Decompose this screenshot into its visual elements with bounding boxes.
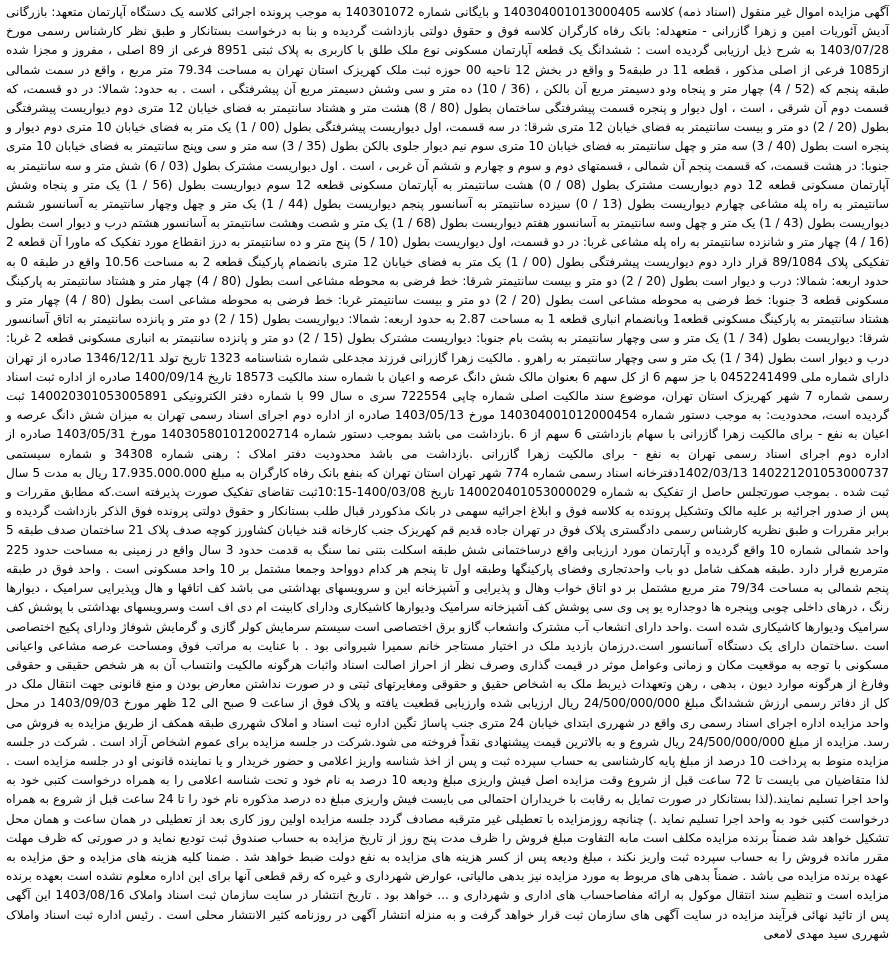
auction-notice-text: آگهی مزایده اموال غیر منقول (اسناد ذمه) کلاسه 140304001013000405 و بایگانی شماره 140301072 به موجب پرونده اجرائی کلاسه یک دستگاه آپارتمان متعهد: بازرگانی آدیش آئوریات امین و زهرا گازرانی - متعهدله: بانک رفاه کارگران کلاسه فوق و حقوق دولتی بازداشت گردیده و بنا به درخواست بستانکار و طبق نظر کارشناس رسمی مورخ 1403/07/28 به شرح ذیل ارزیابی گردیده است : ششدانگ یک قطعه آپارتمان مسکونی نوع ملک طلق با کاربری به پلاک ثبتی 8951 فرعی از 89 اصلی ، مفروز و مجزا شده از1085 فرعی از اصلی مذکور ، قطعه 11 در طبقه5 و واقع در بخش 12 ناحیه 00 حوزه ثبت ملک کهریزک استان تهران به مساحت 79.34 متر مربع ، واقع در سمت شمالی طبقه پنجم که (52 / 4) چهار متر و پنجاه ودو دسیمتر مربع آن بالکن ، (36 / 10) ده متر و سی وشش دسیمتر مربع آن پیشرفتگی ، است . به حدود: شمالا: در دو قسمت، که قسمت دوم آن شرقی ، است ، اول دیوار و پنجره قسمت پیشرفتگی ساختمان بطول (80 / 8) هشت متر و هشتاد سانتیمتر به فضای خیابان 12 متری دوم دیواریست پیشرفتگی بطول (20 / 2) دو متر و بیست سانتیمتر به فضای خیابان 12 متری شرقا: در سه قسمت، اول دیواریست پیشرفتگی بطول (00 / 1) یک متر به فضای خیابان 10 متری دوم دیوار و پنجره است بطول (40 / 3) سه متر و چهل سانتیمتر به فضای خیابان 10 متری سوم نیم دیوار جلوی بالکن بطول (35 / 3) سه متر و سی وپنج سانتیمتر به فضای خیابان 10 متری جنوبا: در هشت قسمت، که قسمت پنجم آن شمالی ، قسمتهای دوم و سوم و چهارم و ششم آن غربی ، است . اول دیواریست مشترک بطول (03 / 6) شش متر و سه سانتیمتر به آپارتمان مسکونی قطعه 12 دوم دیواریست مشترک بطول (08 / 0) هشت سانتیمتر به آپارتمان مسکونی قطعه 12 سوم دیواریست بطول (56 / 1) یک متر و پنجاه وشش سانتیمتر به راه پله مشاعی چهارم دیواریست بطول (13 / 0) سیزده سانتیمتر به آسانسور پنجم دیواریست بطول (44 / 1) یک متر و چهل وچهار سانتیمتر به آسانسور ششم دیواریست بطول (43 / 1) یک متر و چهل وسه سانتیمتر به آسانسور هفتم دیواریست بطول (68 / 1) یک متر و شصت وهشت سانتیمتر به آسانسور هشتم درب و دیوار است بطول (16 / 4) چهار متر و شانزده سانتیمتر به راه پله مشاعی غربا: در دو قسمت، اول دیواریست بطول (10 / 5) پنج متر و ده سانتیمتر به درز انقطاع مورد تفکیک که ماورا آن قطعه 2 تفکیکی پلاک 89/1084 قرار دارد دوم دیواریست پیشرفتگی بطول (00 / 1) یک متر به فضای خیابان 12 متری بانضمام پارکینگ قطعه 2 به مساحت 10.56 واقع در طبقه 0 به حدود اربعه: شمالا: درب و دیوار است بطول (20 / 2) دو متر و بیست سانتیمتر شرقا: خط فرضی به محوطه مشاعی است بطول (80 / 4) چهار متر و هشتاد سانتیمتر به پارکینگ مسکونی قطعه 3 جنوبا: خط فرضی به محوطه مشاعی است بطول (20 / 2) دو متر و بیست سانتیمتر غربا: خط فرضی به محوطه مشاعی است بطول (80 / 4) چهار متر و هشتاد سانتیمتر به پارکینگ مسکونی قطعه1 وبانضمام انباری قطعه 1 به مساحت 2.87 به حدود اربعه: شمالا: دیواریست بطول (15 / 2) دو متر و پانزده سانتیمتر به اتاق آسانسور شرقا: دیواریست بطول (34 / 1) یک متر و سی وچهار سانتیمتر به پشت بام جنوبا: دیواریست مشترک بطول (15 / 2) دو متر و پانزده سانتیمتر به انباری مسکونی قطعه 2 غربا: درب و دیوار است بطول (34 / 1) یک متر و سی وچهار سانتیمتر به راهرو . مالکیت زهرا گازرانی فرزند مجدعلی شماره شناسنامه 1323 تاریخ تولد 1346/12/11 صادره از تهران دارای شماره ملی 0452241499 با جز سهم 6 از کل سهم 6 بعنوان مالک شش دانگ عرصه و اعیان با شماره سند مالکیت 18573 تاریخ 1400/09/14 صادره از اداره ثبت اسناد رسمی شماره 7 شهر کهریزک استان تهران، موضوع سند مالکیت اصلی شماره چاپی 722554 سری ه سال 99 با شماره دفتر الکترونیکی 140020301053005891 ثبت گردیده است، محدودیت: به موجب دستور شماره 140304001012000454 مورخ 1403/05/13 صادره از اداره دوم اجرای اسناد رسمی تهران به میزان شش دانگ عرصه و اعیان به نفع - برای مالکیت زهرا گازرانی با سهام بازداشتی 6 سهم از 6 .بازداشت می باشد بموجب دستور شماره 140305801012002714 مورخ 1403/05/31 صادره از اداره دوم اجرای اسناد رسمی تهران به نفع - برای مالکیت زهرا گازرانی .بازداشت می باشد محدودیت دفتر املاک : رهنی شماره 34308 و شماره سیستمی 140221201053000737 1402/03/13دفترخانه اسناد رسمی شماره 774 شهر تهران استان تهران که بنفع بانک رفاه کارگران به مبلغ 17.935.000.000 ریال به مدت 5 سال ثبت شده . بموجب صورتجلس حاصل از تفکیک به شماره 140020401053000029 تاریخ 1400/03/08-10:15ثبت تقاضای تفکیک صورت پذیرفته است.که مطابق مقررات و پس از صدور اجرائیه بر علیه مالک وتشکیل پرونده به کلاسه فوق و ابلاغ اجرائیه سهمی در بانک مذکوردر قبال طلب بستانکار و حقوق دولتی پرونده فوق الذکر بازداشت گردیده و برابر مقررات و طبق نظریه کارشناس رسمی دادگستری پلاک فوق در تهران جاده قدیم قم کهریزک جنب کارخانه قند خیابان کشاورز کوچه صدف پلاک 21 ساختمان صدف طبقه 5 واحد شمالی شماره 10 واقع گردیده و آپارتمان مورد ارزیابی واقع درساختمانی شش طبقه اسکلت بتنی نما سنگ به قدمت حدود 3 سال واقع در زمینی به مساحت حدود 225 مترمربع قرار دارد .طبقه همکف شامل دو باب واحدتجاری وفضای پارکینگها وطبقه اول تا پنجم هر کدام دوواحد وجمعا مشتمل بر 10 واحد مسکونی است . واحد فوق در طبقه پنجم شمالی به مساحت 79/34 متر مربع مشتمل بر دو اتاق خواب وهال و پذیرایی و آشپزخانه این و سرویسهای بهداشتی می باشد کف اتاقها و هال وپذیرایی سرامیک ، دیوارها رنگ ، درهای داخلی چوبی وپنجره ها دوجداره یو پی وی سی پوشش کف آشپزخانه سرامیک ودیوارها کاشیکاری ودارای کابینت ام دی اف است وسرویسهای بهداشتی با پوشش کف سرامیک ودیوارها کاشیکاری شده است .واحد دارای انشعاب آب مشترک وانشعاب گازو برق اختصاصی است سیستم سرمایش کولر گازی و گرمایش شوفاژ ودارای پکیج اختصاصی است .ساختمان دارای یک دستگاه آسانسور است.درزمان بازدید ملک در اختیار مستاجر خانم سمیرا شیروانی بود . با عنایت به مراتب فوق ومساحت عرصه مشاعی واعیانی مسکونی با توجه به موقعیت مکان و زمانی وعوامل موثر در قیمت گذاری وصرف نظر از احراز اصالت اسناد واثبات هرگونه مالکیت وانتساب آن به هر شخص حقیقی و حقوقی وفارغ از هرگونه موارد دیون ، بدهی ، رهن وتعهدات ذیربط ملک به اشخاص حقیق و حقوقی ومغایرتهای ثبتی و در صورت نداشتن معارض بودن و منع قانونی جهت انتقال ملک در کل از دفاتر رسمی ارزش ششدانگ مبلغ 24/500/000/000 ریال ارزیابی شده وارزیابی قطعیت یافته و پلاک فوق از ساعت 9 صبح الی 12 ظهر مورخ 1403/09/03 در محل واحد مزایده اداره اجرای اسناد رسمی ری واقع در شهرری ابتدای خیابان 24 متری جنب پاساژ تگین اداره ثبت اسناد و املاک شهرری طبقه همکف از طریق مزایده به فروش می رسد. مزایده از مبلغ 24/500/000/000 ریال شروع و به بالاترین قیمت پیشنهادی نقداً فروخته می شود.شرکت در جلسه مزایده برای عموم اشخاص آزاد است . شرکت در جلسه مزایده منوط به پرداخت 10 درصد از مبلغ پایه کارشناسی به حساب سپرده ثبت و پس از اخذ شناسه واریز اعلامی و حضور خریدار و یا نماینده قانونی او در جلسه مزایده است . لذا متقاضیان می بایست تا 72 ساعت قبل از شروع وقت مزایده اصل فیش واریزی مبلغ ودیعه 10 درصد به نام خود و تحت شناسه اعلامی را به همراه درخواست کتبی خود به واحد اجرا تسلیم نمایند.(لذا بستانکار در صورت تمایل به رقابت با خریداران احتمالی می بایست فیش واریزی مبلغ ده درصد مذکوره نام خود را تا 24 ساعت قبل از شروع به همراه درخواست کتبی خود به واحد اجرا تسلیم نماید .) چنانچه روزمزایده با تعطیلی غیر مترقبه مصادف گردد جلسه مزایده اولین روز کاری بعد از تعطیلی در همان ساعت و همان محل تشکیل خواهد شد ضمناً برنده مزایده مکلف است مابه التفاوت مبلغ فروش را ظرف مدت پنج روز از تاریخ مزایده به حساب صندوق ثبت تودیع نماید و در صورتی که ظرف مهلت مقرر مانده فروش را به حساب سپرده ثبت واریز نکند ، مبلغ ودیعه پس از کسر هزینه های مزایده به نفع دولت ضبط خواهد شد . ضمنا کلیه هزینه های مزایده و حق مزایده به عهده برنده مزایده می باشد . ضمناً بدهی های مربوط به مورد مزایده نیز بدهی مالیاتی، عوارض شهرداری و غیره که رقم قطعی آنها برای این اداره معلوم نشده است بعهده برنده مزایده است و تنظیم سند انتقال موکول به ارائه مفاصاحساب های اداری و شهرداری و ... خواهد بود . تاریخ انتشار در سایت سازمان ثبت اسناد واملاک 1403/08/16 این آگهی پس از تائید نهائی فرآیند مزایده در سایت آگهی های سازمان ثبت قرار خواهد گرفت و به منزله انتشار آگهی در روزنامه کثیر الانتشار محلی است . رئیس اداره ثبت اسناد واملاک شهرری سید مهدی لامعی — [6, 5, 890, 941]
